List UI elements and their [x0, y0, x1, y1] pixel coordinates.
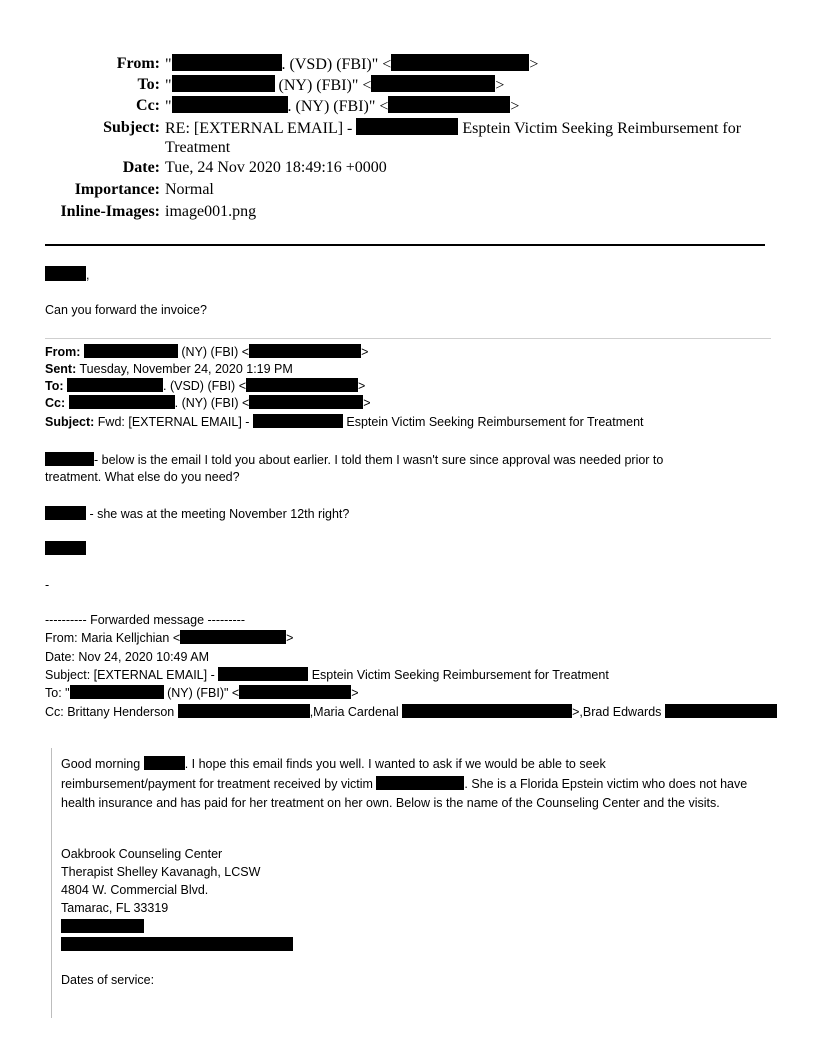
redaction	[67, 378, 163, 392]
header-to-value: " (NY) (FBI)" < >	[165, 77, 505, 94]
quoted-paragraph: Good morning . I hope this email finds you well. I wanted to ask if we would be able to seek reimbursement/payment for treatment received by victim . She is a Florida Epstein victim who does not have health insurance and has paid for her treatment on her own. Below is the name of the Counseling Center and the visits.	[61, 757, 748, 810]
redaction	[180, 630, 286, 644]
header-to-label: To:	[137, 76, 160, 93]
redaction	[376, 776, 464, 790]
redaction	[391, 54, 529, 71]
header-importance-row	[0, 180, 816, 200]
redaction	[388, 96, 510, 113]
prior-paragraph-2: - she was at the meeting November 12th right?	[45, 506, 349, 523]
redaction	[172, 54, 282, 71]
redaction	[144, 756, 185, 770]
forwarded-subject: Subject: [EXTERNAL EMAIL] - Esptein Victim Seeking Reimbursement for Treatment	[45, 668, 609, 682]
forwarded-date: Date: Nov 24, 2020 10:49 AM	[45, 650, 209, 664]
prior-dash: -	[45, 578, 50, 592]
reply-body: Can you forward the invoice?	[45, 303, 207, 317]
header-to-row	[0, 75, 816, 95]
prior-subject: Subject: Fwd: [EXTERNAL EMAIL] - Esptein Victim Seeking Reimbursement for Treatment	[45, 415, 644, 429]
redaction	[249, 395, 363, 409]
header-cc-value: " . (NY) (FBI)" < >	[165, 98, 520, 115]
prior-to: To: . (VSD) (FBI) < >	[45, 379, 366, 393]
prior-paragraph-1-cont: treatment. What else do you need?	[45, 470, 240, 484]
forwarded-to: To: " (NY) (FBI)" < >	[45, 686, 359, 700]
forwarded-cc: Cc: Brittany Henderson ,Maria Cardenal >,Brad Edwards	[45, 704, 777, 721]
quoted-dates-label: Dates of service:	[61, 973, 155, 987]
redaction	[45, 266, 86, 281]
header-from-row	[0, 54, 816, 74]
quoted-therapist: Therapist Shelley Kavanagh, LCSW	[61, 865, 261, 879]
redaction	[45, 506, 86, 520]
quote-bar	[51, 748, 52, 1018]
redaction	[69, 395, 175, 409]
prior-cc: Cc: . (NY) (FBI) < >	[45, 396, 371, 410]
redaction	[84, 344, 178, 358]
header-inline-images-label: Inline-Images:	[60, 203, 160, 220]
redaction	[172, 96, 288, 113]
redaction	[61, 919, 144, 933]
header-from-value: " . (VSD) (FBI)" < >	[165, 56, 539, 73]
redaction	[665, 704, 777, 718]
quoted-redacted-contact	[61, 936, 293, 954]
redaction	[178, 704, 310, 718]
header-cc-row	[0, 96, 816, 116]
prior-from: From: (NY) (FBI) < >	[45, 345, 369, 359]
quoted-city: Tamarac, FL 33319	[61, 901, 169, 915]
redaction	[61, 937, 293, 951]
redaction	[218, 667, 308, 681]
header-inline-images-value: image001.png	[165, 203, 257, 220]
redaction	[45, 452, 94, 466]
redaction	[246, 378, 358, 392]
redaction	[45, 541, 86, 555]
reply-greeting: ,	[45, 266, 89, 284]
header-divider	[45, 244, 765, 246]
header-importance-label: Importance:	[74, 181, 160, 198]
header-importance-value: Normal	[165, 181, 214, 198]
quoted-center-name: Oakbrook Counseling Center	[61, 847, 223, 861]
header-from-label: From:	[116, 55, 160, 72]
redaction	[70, 685, 164, 699]
redaction	[371, 75, 495, 92]
header-date-label: Date:	[122, 159, 160, 176]
redaction	[172, 75, 275, 92]
redaction	[253, 414, 343, 428]
prior-paragraph-1: - below is the email I told you about earlier. I told them I wasn't sure since approval was needed prior to	[45, 452, 663, 469]
forwarded-banner: ---------- Forwarded message ---------	[45, 613, 245, 627]
redaction	[249, 344, 361, 358]
quoted-street: 4804 W. Commercial Blvd.	[61, 883, 209, 897]
header-subject-value: RE: [EXTERNAL EMAIL] - Esptein Victim Seeking Reimbursement for Treatment	[165, 120, 742, 156]
quoted-redacted-phone	[61, 918, 144, 936]
redaction	[402, 704, 572, 718]
quote-divider	[45, 338, 771, 339]
forwarded-from: From: Maria Kelljchian < >	[45, 631, 294, 645]
prior-sent: Sent: Tuesday, November 24, 2020 1:19 PM	[45, 362, 293, 376]
header-subject-label: Subject:	[103, 119, 160, 136]
redaction	[356, 118, 458, 135]
header-date-row	[0, 158, 816, 178]
header-subject-row	[0, 118, 816, 158]
header-inline-images-row	[0, 202, 816, 222]
header-date-value: Tue, 24 Nov 2020 18:49:16 +0000	[165, 159, 387, 176]
header-cc-label: Cc:	[136, 97, 160, 114]
redaction	[239, 685, 351, 699]
prior-signature	[45, 541, 86, 558]
